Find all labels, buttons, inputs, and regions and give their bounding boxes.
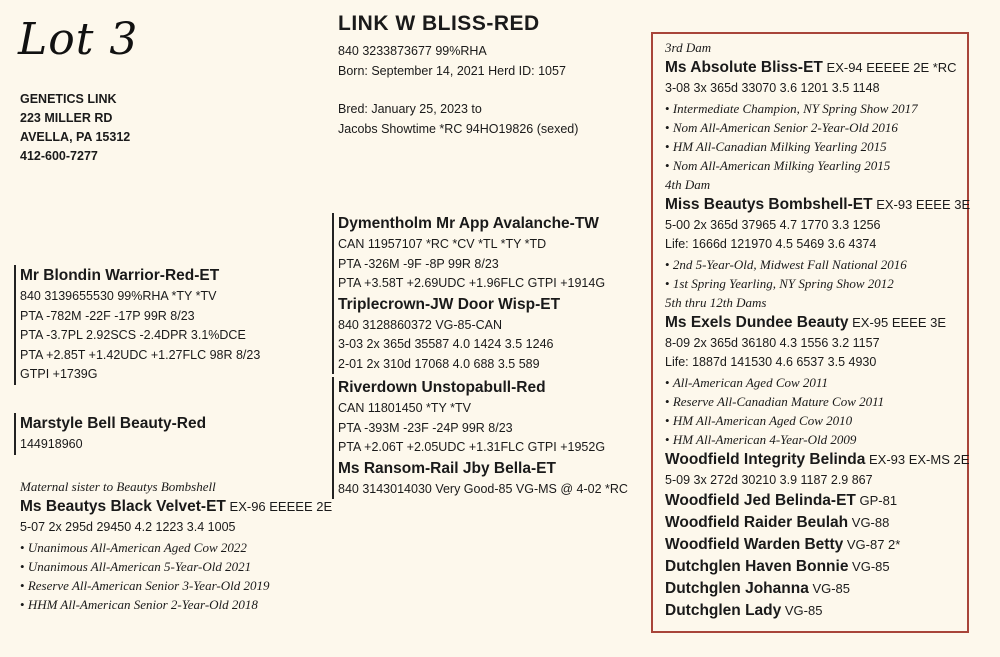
dam-dam-line: 840 3143014030 Very Good-85 VG-MS @ 4-02 *RC	[338, 481, 628, 496]
ancestor-dam-name: Woodfield Raider Beulah VG-88	[665, 514, 890, 531]
ancestor-dam-name: Dutchglen Haven Bonnie VG-85	[665, 558, 890, 575]
honor-item: • All-American Aged Cow 2011	[665, 373, 965, 392]
dam-dam-name: Ms Ransom-Rail Jby Bella-ET	[338, 459, 556, 477]
sire-line: PTA -782M -22F -17P 99R 8/23	[20, 308, 195, 323]
honor-item: • Unanimous All-American 5-Year-Old 2021	[20, 557, 332, 576]
fifth-dam-record: 8-09 2x 365d 36180 4.3 1556 3.2 1157	[665, 335, 880, 350]
animal-info	[338, 42, 566, 81]
maternal-sister-record: 5-07 2x 295d 29450 4.2 1223 3.4 1005	[20, 520, 236, 534]
sire-line: 840 3139655530 99%RHA *TY *TV	[20, 289, 217, 303]
dam-name: Marstyle Bell Beauty-Red	[20, 415, 207, 432]
fourth-dam-life: Life: 1666d 121970 4.5 5469 3.6 4374	[665, 237, 877, 251]
ancestor-dam-name: Woodfield Integrity Belinda EX-93 EX-MS 2E	[665, 450, 970, 468]
ancestor-dam-name: Woodfield Warden Betty VG-87 2*	[665, 536, 901, 553]
sire-line: GTPI +1739G	[20, 367, 98, 381]
honor-item: • 1st Spring Yearling, NY Spring Show 2012	[665, 274, 965, 293]
fourth-dam-name: Miss Beautys Bombshell-ET EX-93 EEEE 3E	[665, 195, 971, 213]
honor-item: • Reserve All-American Senior 3-Year-Old 2019	[20, 576, 332, 595]
consignor-phone: 412-600-7277	[20, 149, 98, 163]
honor-item: • Intermediate Champion, NY Spring Show 2017	[665, 99, 965, 118]
fourth-dam-record: 5-00 2x 365d 37965 4.7 1770 3.3 1256	[665, 217, 881, 232]
ancestor-dam-name: Dutchglen Johanna VG-85	[665, 580, 851, 597]
consignor-city: AVELLA, PA 15312	[20, 130, 131, 144]
dam-family-content	[665, 38, 971, 622]
ancestor-dam-name: Woodfield Jed Belinda-ET GP-81	[665, 492, 898, 509]
fourth-dam-label: 4th Dam	[665, 176, 711, 192]
sire-dam-line: 3-03 2x 365d 35587 4.0 1424 3.5 1246	[338, 337, 554, 351]
honor-item: • 2nd 5-Year-Old, Midwest Fall National 2016	[665, 255, 965, 274]
animal-born: Born: September 14, 2021 Herd ID: 1057	[338, 63, 566, 78]
honor-item: • HM All-Canadian Milking Yearling 2015	[665, 137, 965, 156]
third-dam-label: 3rd Dam	[665, 40, 712, 55]
ancestor-dam-name: Dutchglen Lady VG-85	[665, 602, 823, 619]
sire-sire-line: PTA +3.58T +2.69UDC +1.96FLC GTPI +1914G	[338, 276, 606, 290]
sire-sire-line: PTA -326M -9F -8P 99R 8/23	[338, 256, 499, 271]
sire-dam-line: 2-01 2x 310d 17068 4.0 688 3.5 589	[338, 356, 540, 371]
third-dam-name: Ms Absolute Bliss-ET EX-94 EEEEE 2E *RC	[665, 59, 957, 76]
bred-date: Bred: January 25, 2023 to	[338, 102, 482, 116]
maternal-sister-name: Ms Beautys Black Velvet-ET EX-96 EEEEE 2E	[20, 498, 333, 515]
dam-sire-line: CAN 11801450 *TY *TV	[338, 401, 471, 415]
fifth-dam-life: Life: 1887d 141530 4.6 6537 3.5 4930	[665, 355, 877, 369]
honor-item: • Nom All-American Senior 2-Year-Old 2016	[665, 118, 965, 137]
sire-dam-name: Triplecrown-JW Door Wisp-ET	[338, 295, 561, 313]
dam-sire-line: PTA -393M -23F -24P 99R 8/23	[338, 420, 513, 435]
honor-item: • HM All-American 4-Year-Old 2009	[665, 430, 965, 449]
dam-sire-name: Riverdown Unstopabull-Red	[338, 379, 546, 396]
honor-item: • HHM All-American Senior 2-Year-Old 2018	[20, 595, 332, 614]
honor-item: • Reserve All-Canadian Mature Cow 2011	[665, 392, 965, 411]
sire-line: PTA +2.85T +1.42UDC +1.27FLC 98R 8/23	[20, 347, 261, 362]
fifth-dams-label: 5th thru 12th Dams	[665, 294, 767, 310]
fifth-dam-name: Ms Exels Dundee Beauty EX-95 EEEE 3E	[665, 313, 947, 331]
consignor-name: GENETICS LINK	[20, 92, 117, 106]
animal-id: 840 3233873677 99%RHA	[338, 44, 487, 58]
sire-sire-name: Dymentholm Mr App Avalanche-TW	[338, 215, 599, 232]
sire-sire-line: CAN 11957107 *RC *CV *TL *TY *TD	[338, 237, 547, 251]
maternal-sister-block	[20, 477, 332, 614]
dam-block	[20, 413, 206, 455]
bred-info	[338, 100, 578, 139]
sire-name: Mr Blondin Warrior-Red-ET	[20, 267, 220, 284]
honor-item: • Nom All-American Milking Yearling 2015	[665, 156, 965, 175]
sire-block	[20, 265, 260, 385]
maternal-sister-note: Maternal sister to Beautys Bombshell	[20, 479, 216, 494]
consignor-street: 223 MILLER RD	[20, 111, 113, 125]
third-dam-record: 3-08 3x 365d 33070 3.6 1201 3.5 1148	[665, 81, 880, 95]
honor-item: • Unanimous All-American Aged Cow 2022	[20, 538, 332, 557]
consignor-address	[20, 90, 130, 166]
animal-name: LINK W BLISS-RED	[338, 12, 540, 35]
ancestor-dam-record: 5-09 3x 272d 30210 3.9 1187 2.9 867	[665, 472, 873, 487]
sire-dam-line: 840 3128860372 VG-85-CAN	[338, 317, 503, 332]
grandparents-block	[338, 213, 628, 499]
dam-sire-line: PTA +2.06T +2.05UDC +1.31FLC GTPI +1952G	[338, 440, 606, 454]
bred-to: Jacobs Showtime *RC 94HO19826 (sexed)	[338, 121, 579, 136]
honor-item: • HM All-American Aged Cow 2010	[665, 411, 965, 430]
sire-line: PTA -3.7PL 2.92SCS -2.4DPR 3.1%DCE	[20, 328, 246, 342]
dam-id: 144918960	[20, 437, 83, 451]
lot-number: Lot 3	[18, 14, 139, 65]
